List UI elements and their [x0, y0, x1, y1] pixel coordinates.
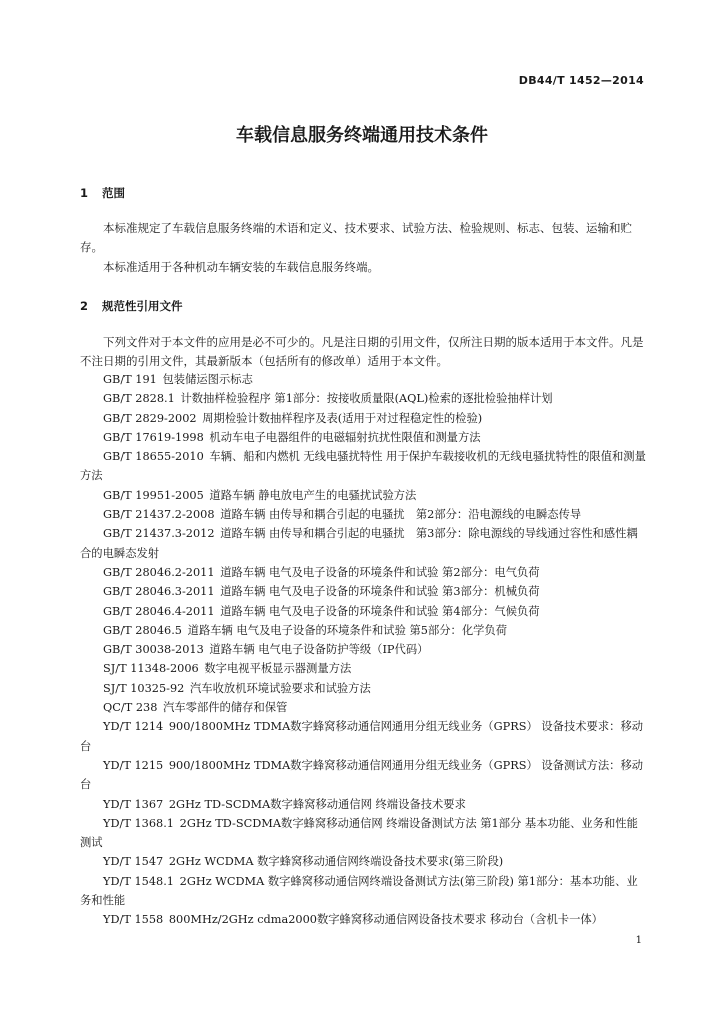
- reference-item: [80, 872, 646, 911]
- reference-item: [80, 814, 646, 853]
- reference-code: YD/T 1558: [103, 913, 164, 927]
- reference-code: GB/T 21437.3-2012: [103, 527, 215, 541]
- reference-item: [80, 621, 646, 640]
- reference-item: [80, 524, 646, 563]
- reference-name: 800MHz/2GHz cdma2000数字蜂窝移动通信网设备技术要求 移动台（含机卡一体）: [168, 913, 603, 927]
- section-2-heading: [80, 298, 183, 314]
- section-1-heading: [80, 185, 125, 201]
- reference-item: [80, 563, 646, 582]
- reference-name: 道路车辆 由传导和耦合引起的电骚扰 第2部分：沿电源线的电瞬态传导: [220, 508, 582, 522]
- reference-code: GB/T 28046.5: [103, 623, 182, 637]
- reference-list: [80, 370, 646, 930]
- section-1-paragraph-1: 本标准规定了车载信息服务终端的术语和定义、技术要求、试验方法、检验规则、标志、包装、运输和贮存。: [80, 221, 632, 254]
- reference-item: [80, 679, 646, 698]
- reference-name: 车辆、船和内燃机 无线电骚扰特性 用于保护车载接收机的无线电骚扰特性的限值和测量方法: [80, 450, 646, 483]
- reference-code: YD/T 1214: [103, 720, 164, 734]
- reference-item: [80, 505, 646, 524]
- reference-code: GB/T 2828.1: [103, 392, 175, 406]
- page-number: 1: [635, 935, 642, 946]
- reference-item: [80, 698, 646, 717]
- reference-item: [80, 389, 646, 408]
- document-title: 车载信息服务终端通用技术条件: [236, 125, 488, 146]
- reference-item: [80, 717, 646, 756]
- reference-item: [80, 910, 646, 929]
- reference-name: 汽车收放机环境试验要求和试验方法: [190, 681, 371, 695]
- reference-item: [80, 486, 646, 505]
- reference-item: [80, 659, 646, 678]
- reference-name: 2GHz WCDMA 数字蜂窝移动通信网终端设备技术要求(第三阶段): [168, 855, 504, 869]
- reference-name: 900/1800MHz TDMA数字蜂窝移动通信网通用分组无线业务（GPRS） 设备技术要求：移动台: [80, 720, 644, 753]
- reference-code: YD/T 1215: [103, 758, 164, 772]
- reference-code: GB/T 28046.4-2011: [103, 604, 215, 618]
- reference-code: SJ/T 10325-92: [103, 681, 185, 695]
- reference-item: [80, 370, 646, 389]
- reference-code: SJ/T 11348-2006: [103, 662, 199, 676]
- reference-name: 机动车电子电器组件的电磁辐射抗扰性限值和测量方法: [209, 430, 481, 444]
- reference-code: YD/T 1547: [103, 855, 164, 869]
- reference-code: GB/T 2829-2002: [103, 411, 197, 425]
- reference-name: 道路车辆 电气及电子设备的环境条件和试验 第4部分：气候负荷: [220, 604, 540, 618]
- section-2-intro: 下列文件对于本文件的应用是必不可少的。凡是注日期的引用文件，仅所注日期的版本适用于本文件。凡是不注日期的引用文件，其最新版本（包括所有的修改单）适用于本文件。: [80, 335, 644, 368]
- reference-code: YD/T 1548.1: [103, 874, 174, 888]
- standard-code: DB44/T 1452—2014: [518, 74, 644, 87]
- reference-name: 道路车辆 电气及电子设备的环境条件和试验 第2部分：电气负荷: [220, 565, 540, 579]
- reference-name: 周期检验计数抽样程序及表(适用于对过程稳定性的检验): [202, 411, 483, 425]
- reference-code: QC/T 238: [103, 701, 158, 715]
- reference-code: GB/T 19951-2005: [103, 488, 204, 502]
- section-1-title: 范围: [102, 186, 125, 200]
- reference-code: GB/T 17619-1998: [103, 430, 204, 444]
- reference-item: [80, 428, 646, 447]
- reference-item: [80, 602, 646, 621]
- reference-item: [80, 795, 646, 814]
- reference-item: [80, 756, 646, 795]
- reference-name: 道路车辆 电气电子设备防护等级（IP代码）: [209, 643, 429, 657]
- reference-name: 道路车辆 电气及电子设备的环境条件和试验 第3部分：机械负荷: [220, 585, 540, 599]
- reference-item: [80, 852, 646, 871]
- reference-code: YD/T 1368.1: [103, 816, 174, 830]
- reference-code: GB/T 21437.2-2008: [103, 508, 215, 522]
- section-2-number: 2: [80, 299, 89, 313]
- reference-name: 数字电视平板显示器测量方法: [204, 662, 352, 676]
- reference-name: 计数抽样检验程序 第1部分：按接收质量限(AQL)检索的逐批检验抽样计划: [180, 392, 553, 406]
- section-1-paragraph-2: 本标准适用于各种机动车辆安装的车载信息服务终端。: [103, 260, 379, 274]
- reference-name: 道路车辆 由传导和耦合引起的电骚扰 第3部分：除电源线的导线通过容性和感性耦合的电瞬态发射: [80, 527, 638, 560]
- reference-name: 2GHz TD-SCDMA数字蜂窝移动通信网 终端设备技术要求: [168, 797, 466, 811]
- section-1-number: 1: [80, 186, 89, 200]
- reference-code: YD/T 1367: [103, 797, 164, 811]
- reference-item: [80, 582, 646, 601]
- reference-name: 2GHz WCDMA 数字蜂窝移动通信网终端设备测试方法(第三阶段) 第1部分：基本功能、业务和性能: [80, 874, 638, 908]
- reference-name: 汽车零部件的储存和保管: [163, 701, 288, 715]
- reference-name: 道路车辆 电气及电子设备的环境条件和试验 第5部分：化学负荷: [187, 623, 508, 637]
- reference-name: 2GHz TD-SCDMA数字蜂窝移动通信网 终端设备测试方法 第1部分 基本功能、业务和性能测试: [80, 816, 638, 850]
- reference-code: GB/T 18655-2010: [103, 450, 204, 464]
- reference-name: 道路车辆 静电放电产生的电骚扰试验方法: [209, 488, 417, 502]
- reference-item: [80, 640, 646, 659]
- reference-code: GB/T 30038-2013: [103, 643, 204, 657]
- reference-item: [80, 409, 646, 428]
- reference-name: 900/1800MHz TDMA数字蜂窝移动通信网通用分组无线业务（GPRS） 设备测试方法：移动台: [80, 758, 644, 792]
- reference-code: GB/T 191: [103, 373, 157, 386]
- reference-item: [80, 447, 646, 486]
- reference-name: 包装储运图示标志: [162, 373, 253, 386]
- reference-code: GB/T 28046.3-2011: [103, 585, 215, 599]
- section-2-title: 规范性引用文件: [102, 299, 183, 313]
- reference-code: GB/T 28046.2-2011: [103, 565, 215, 579]
